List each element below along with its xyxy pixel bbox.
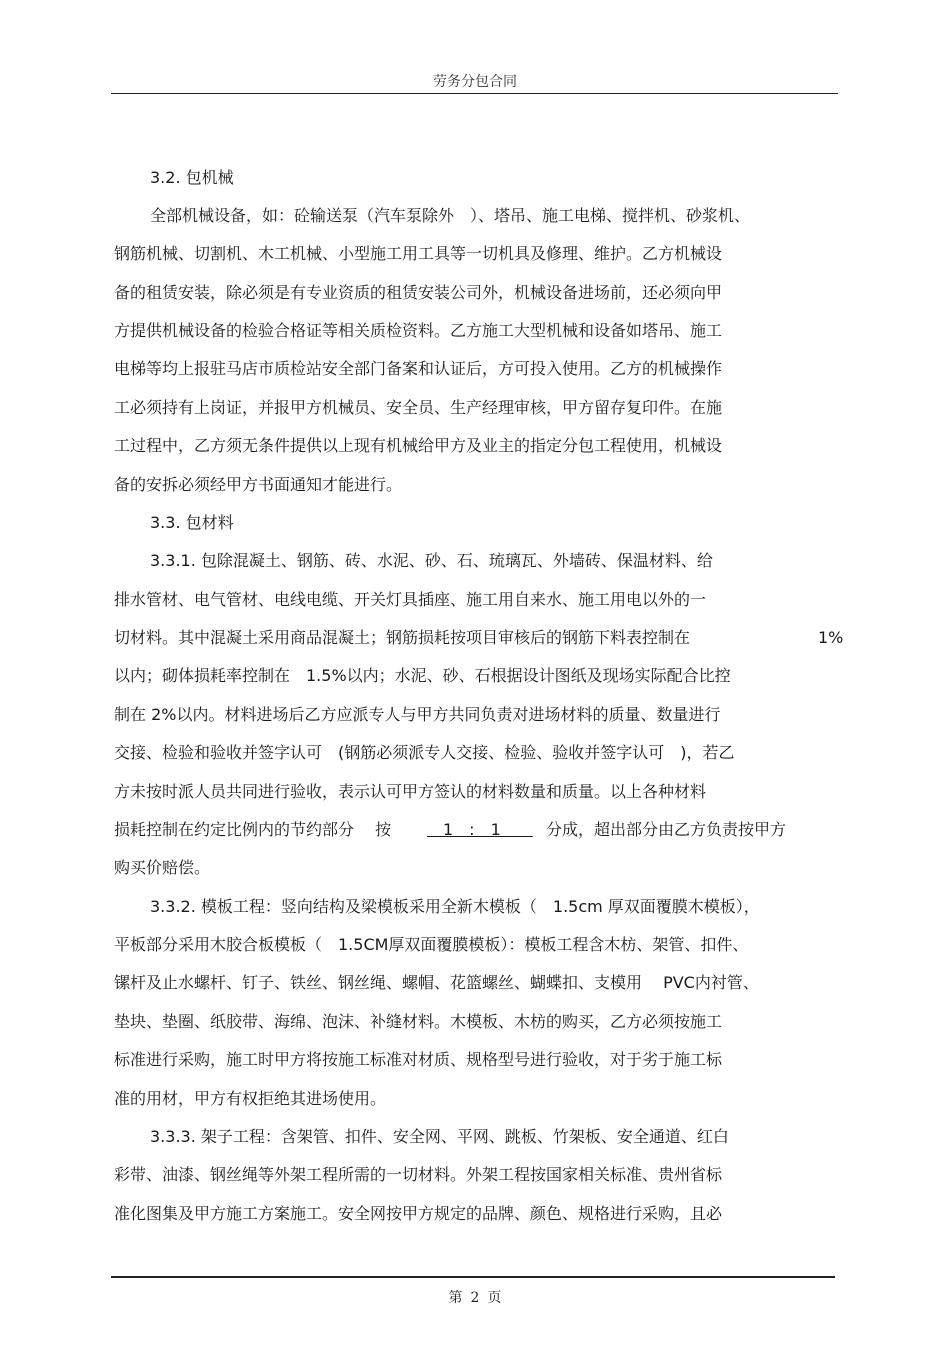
paragraph-line: 制在 2%以内。材料进场后乙方应派专人与甲方共同负责对进场材料的质量、数量进行 [114, 705, 721, 724]
paragraph-line: 损耗控制在约定比例内的节约部分 按 [114, 820, 392, 839]
section-heading: 3.3. 包材料 [150, 513, 234, 532]
paragraph-line: 3.3.1. 包除混凝土、钢筋、砖、水泥、砂、石、琉璃瓦、外墙砖、保温材料、给 [150, 551, 713, 570]
paragraph-line: 以内；砌体损耗率控制在 1.5%以内；水泥、砂、石根据设计图纸及现场实际配合比控 [114, 666, 731, 685]
paragraph-line: 分成，超出部分由乙方负责按甲方 [546, 820, 787, 839]
paragraph-line: 工过程中，乙方须无条件提供以上现有机械给甲方及业主的指定分包工程使用，机械设 [114, 436, 723, 455]
paragraph-line: 交接、检验和验收并签字认可 (钢筋必须派专人交接、检验、验收并签字认可 )，若乙 [114, 743, 735, 762]
paragraph-line: 切材料。其中混凝土采用商品混凝土；钢筋损耗按项目审核后的钢筋下料表控制在 [114, 628, 691, 647]
paragraph-line: 彩带、油漆、钢丝绳等外架工程所需的一切材料。外架工程按国家相关标准、贵州省标 [114, 1165, 723, 1184]
paragraph-line: 备的租赁安装，除必须是有专业资质的租赁安装公司外，机械设备进场前，还必须向甲 [114, 283, 723, 302]
footer-rule [111, 1276, 835, 1278]
paragraph-line: 备的安拆必须经甲方书面通知才能进行。 [114, 475, 403, 494]
ratio-underlined: 1 : 1 [427, 820, 533, 839]
paragraph-line: 方提供机械设备的检验合格证等相关质检资料。乙方施工大型机械和设备如塔吊、施工 [114, 321, 723, 340]
page-label-suffix: 页 [487, 1290, 502, 1306]
page-footer [0, 1287, 950, 1307]
paragraph-line: 镙杆及止水螺杆、钉子、铁丝、钢丝绳、螺帽、花篮螺丝、蝴蝶扣、支模用 PVC内衬管、 [114, 973, 759, 992]
page-header-title: 劳务分包合同 [433, 74, 517, 90]
paragraph-line: 方未按时派人员共同进行验收，表示认可甲方签认的材料数量和质量。以上各种材料 [114, 782, 707, 801]
page-label-prefix: 第 [448, 1290, 463, 1306]
paragraph-line: 平板部分采用木胶合板模板（ 1.5CM厚双面覆膜模板）：模板工程含木枋、架管、扣件、 [114, 935, 749, 954]
paragraph-line: 垫块、垫圈、纸胶带、海绵、泡沫、补缝材料。木模板、木枋的购买，乙方必须按施工 [114, 1012, 723, 1031]
paragraph-line: 全部机械设备，如：砼输送泵（汽车泵除外 ）、塔吊、施工电梯、搅拌机、砂浆机、 [150, 206, 751, 225]
header-rule [111, 93, 838, 94]
paragraph-line: 工必须持有上岗证，并报甲方机械员、安全员、生产经理审核，甲方留存复印件。在施 [114, 398, 723, 417]
paragraph-line: 购买价赔偿。 [114, 858, 211, 877]
section-heading: 3.2. 包机械 [150, 168, 234, 187]
paragraph-line: 标准进行采购，施工时甲方将按施工标准对材质、规格型号进行验收，对于劣于施工标 [114, 1050, 723, 1069]
paragraph-line: 3.3.2. 模板工程：竖向结构及梁模板采用全新木模板（ 1.5cm 厚双面覆膜木模板）， [150, 897, 760, 916]
paragraph-line: 准化图集及甲方施工方案施工。安全网按甲方规定的品牌、颜色、规格进行采购，且必 [114, 1204, 723, 1223]
paragraph-line: 3.3.3. 架子工程：含架管、扣件、安全网、平网、跳板、竹架板、安全通道、红白 [150, 1127, 729, 1146]
page-number: 2 [470, 1290, 480, 1306]
paragraph-line: 排水管材、电气管材、电线电缆、开关灯具插座、施工用自来水、施工用电以外的一 [114, 590, 707, 609]
paragraph-line: 准的用材，甲方有权拒绝其进场使用。 [114, 1089, 387, 1108]
paragraph-line-end: 1% [818, 628, 844, 647]
paragraph-line: 钢筋机械、切割机、木工机械、小型施工用工具等一切机具及修理、维护。乙方机械设 [114, 244, 723, 263]
paragraph-line: 电梯等均上报驻马店市质检站安全部门备案和认证后，方可投入使用。乙方的机械操作 [114, 359, 723, 378]
